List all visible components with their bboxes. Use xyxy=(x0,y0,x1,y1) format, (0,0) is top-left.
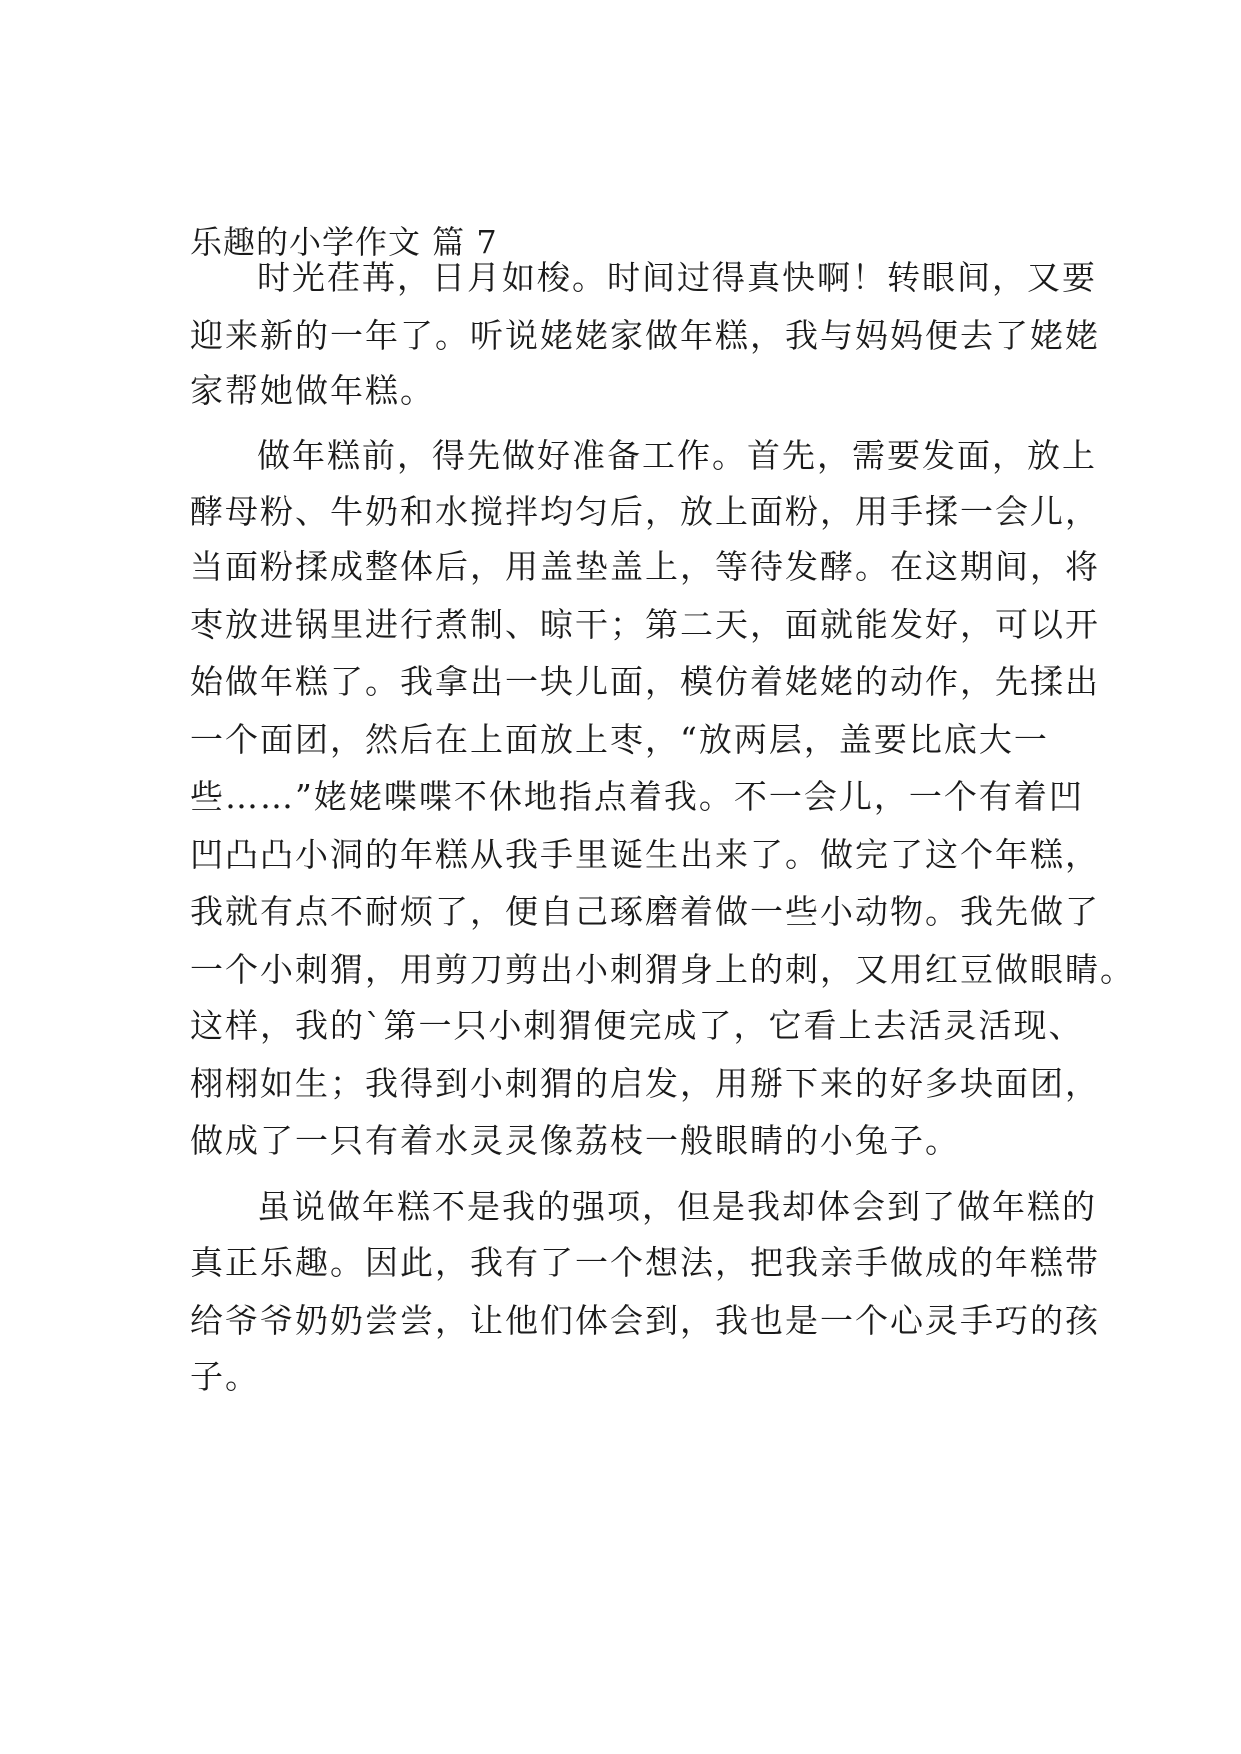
document-title: 乐趣的小学作文 篇 7 xyxy=(190,223,498,261)
paragraph-3-line-2: 真正乐趣。因此，我有了一个想法，把我亲手做成的年糕带 xyxy=(190,1243,1100,1282)
paragraph-3-line-1: 虽说做年糕不是我的强项，但是我却体会到了做年糕的 xyxy=(257,1187,1097,1226)
paragraph-2-line-5: 始做年糕了。我拿出一块儿面，模仿着姥姥的动作，先揉出 xyxy=(190,662,1100,701)
paragraph-2-line-11: 这样，我的`第一只小刺猬便完成了，它看上去活灵活现、 xyxy=(190,1006,1084,1045)
paragraph-2-line-12: 栩栩如生；我得到小刺猬的启发，用掰下来的好多块面团， xyxy=(190,1064,1100,1103)
paragraph-2-line-7: 些……”姥姥喋喋不休地指点着我。不一会儿，一个有着凹 xyxy=(190,777,1084,816)
paragraph-1-line-1: 时光荏苒，日月如梭。时间过得真快啊！转眼间，又要 xyxy=(257,258,1097,297)
paragraph-2-line-9: 我就有点不耐烦了，便自己琢磨着做一些小动物。我先做了 xyxy=(190,892,1100,931)
paragraph-2-line-6: 一个面团，然后在上面放上枣，“放两层，盖要比底大一 xyxy=(190,720,1049,759)
paragraph-2-line-1: 做年糕前，得先做好准备工作。首先，需要发面，放上 xyxy=(257,436,1097,475)
paragraph-2-line-8: 凹凸凸小洞的年糕从我手里诞生出来了。做完了这个年糕， xyxy=(190,835,1100,874)
paragraph-3-line-3: 给爷爷奶奶尝尝，让他们体会到，我也是一个心灵手巧的孩 xyxy=(190,1301,1100,1340)
paragraph-3-line-4: 子。 xyxy=(190,1357,260,1396)
paragraph-1-line-2: 迎来新的一年了。听说姥姥家做年糕，我与妈妈便去了姥姥 xyxy=(190,316,1100,355)
paragraph-2-line-2: 酵母粉、牛奶和水搅拌均匀后，放上面粉，用手揉一会儿， xyxy=(190,492,1100,531)
paragraph-2-line-10: 一个小刺猬，用剪刀剪出小刺猬身上的刺，又用红豆做眼睛。 xyxy=(190,950,1135,989)
paragraph-2-line-3: 当面粉揉成整体后，用盖垫盖上，等待发酵。在这期间，将 xyxy=(190,547,1100,586)
paragraph-2-line-13: 做成了一只有着水灵灵像荔枝一般眼睛的小兔子。 xyxy=(190,1121,960,1160)
paragraph-2-line-4: 枣放进锅里进行煮制、晾干；第二天，面就能发好，可以开 xyxy=(190,605,1100,644)
paragraph-1-line-3: 家帮她做年糕。 xyxy=(190,371,435,410)
